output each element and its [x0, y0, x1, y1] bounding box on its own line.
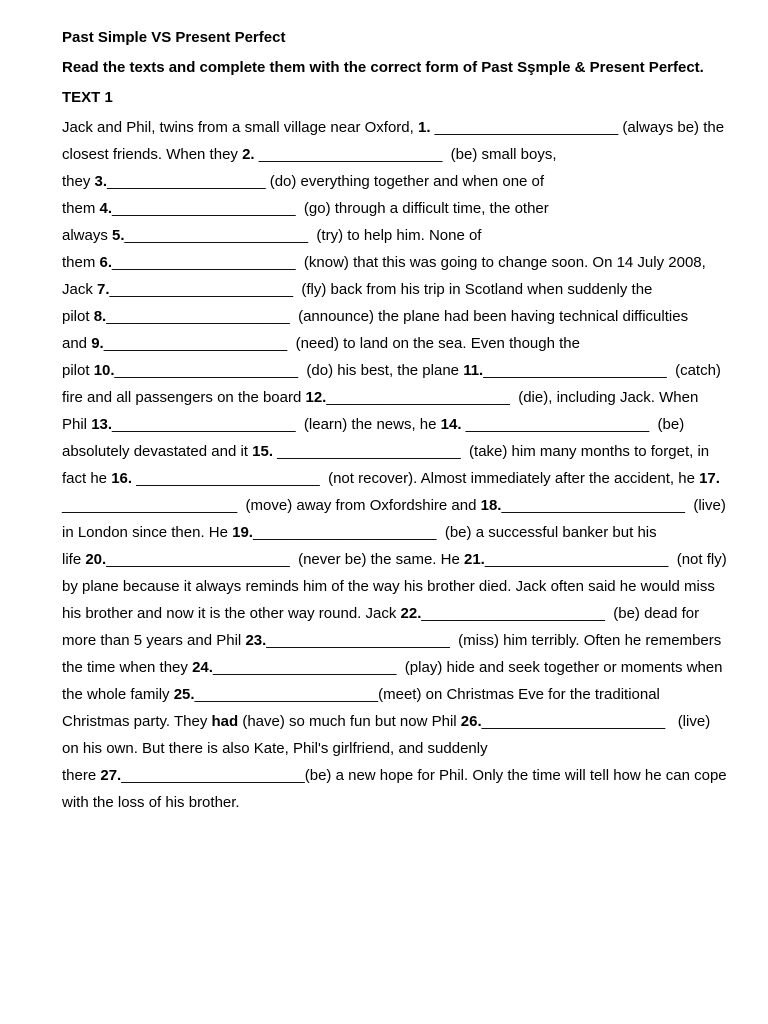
text-segment: ______________________ (fly) back from his trip in Scotland when suddenly the	[109, 281, 653, 298]
text-segment: absolutely devastated and it	[62, 443, 253, 460]
text-segment: on his own. But there is also Kate, Phil's girlfriend, and suddenly	[62, 740, 488, 757]
text-segment: and	[62, 335, 92, 352]
text-segment: _____________________ (move) away from Oxfordshire and	[62, 497, 481, 514]
text-line	[62, 762, 734, 789]
blank-number: 15.	[252, 443, 273, 460]
text-segment: pilot	[62, 308, 94, 325]
text-segment: them	[62, 254, 100, 271]
text-segment: ______________________ (live)	[481, 713, 711, 730]
blank-number: 8.	[93, 308, 107, 325]
text-line	[62, 708, 734, 735]
text-line	[62, 168, 734, 195]
text-line	[62, 465, 734, 492]
text-segment: ______________________ (always be) the	[430, 119, 725, 136]
text-line	[62, 627, 734, 654]
text-segment: ______________________ (play) hide and seek together or moments when	[212, 659, 723, 676]
text-segment: fact he	[62, 470, 112, 487]
blank-number: 5.	[112, 227, 125, 244]
text-line	[62, 654, 734, 681]
blank-number: 22.	[400, 605, 422, 622]
text-line	[62, 276, 734, 303]
blank-number: 4.	[99, 200, 113, 217]
text-segment: more than 5 years and Phil	[62, 632, 246, 649]
blank-number: 19.	[232, 524, 253, 541]
blank-number: 13.	[91, 416, 113, 433]
text-segment: ______________________ (not recover). Almost immediately after the accident, he	[132, 470, 700, 487]
text-segment: them	[62, 200, 100, 217]
text-segment: fire and all passengers on the board	[62, 389, 306, 406]
blank-number: 3.	[94, 173, 108, 190]
blank-number: 17.	[699, 470, 720, 487]
text-segment: Jack and Phil, twins from a small village near Oxford,	[62, 119, 418, 136]
blank-number: 27.	[100, 767, 122, 784]
text-segment: ______________________ (catch)	[483, 362, 721, 379]
blank-number: 24.	[192, 659, 213, 676]
blank-number: 25.	[173, 686, 195, 703]
text-line	[62, 438, 734, 465]
text-line	[62, 519, 734, 546]
text-line	[62, 114, 734, 141]
text-segment: by plane because it always reminds him of the way his brother died. Jack often said he would miss	[62, 578, 715, 595]
text-segment: had	[211, 713, 239, 730]
text-segment: ______________________ (be) a successful banker but his	[252, 524, 657, 541]
blank-number: 20.	[85, 551, 107, 568]
text-segment: life	[62, 551, 86, 568]
text-segment: the whole family	[62, 686, 174, 703]
text-segment: ______________________ (do) his best, the plane	[114, 362, 464, 379]
text-segment: ______________________ (die), including Jack. When	[326, 389, 699, 406]
text-segment: Phil	[62, 416, 92, 433]
worksheet-title: Past Simple VS Present Perfect	[62, 29, 286, 46]
text-segment: ______________________ (take) him many months to forget, in	[273, 443, 710, 460]
text-segment: his brother and now it is the other way round. Jack	[62, 605, 401, 622]
blank-number: 7.	[97, 281, 110, 298]
text-segment: (have) so much fun but now Phil	[238, 713, 461, 730]
blank-number: 16.	[111, 470, 133, 487]
text-segment: ______________________ (know) that this was going to change soon. On 14 July 2008,	[112, 254, 706, 271]
exercise-text	[62, 114, 734, 816]
text-segment: ______________________(meet) on Christmas Eve for the traditional	[194, 686, 660, 703]
blank-number: 18.	[480, 497, 502, 514]
text-segment: Jack	[62, 281, 98, 298]
worksheet-instruction: Read the texts and complete them with the correct form of Past Sşmple & Present Perfect.	[62, 59, 704, 76]
text-segment: ______________________ (be) small boys,	[254, 146, 557, 163]
text-segment: ______________________ (never be) the same. He	[106, 551, 464, 568]
text-segment: there	[62, 767, 101, 784]
text-line	[62, 357, 734, 384]
text-segment: in London since then. He	[62, 524, 233, 541]
blank-number: 10.	[93, 362, 115, 379]
text-line	[62, 384, 734, 411]
text-line	[62, 195, 734, 222]
blank-number: 1.	[417, 119, 431, 136]
text-segment: ______________________ (be) dead for	[421, 605, 700, 622]
text-segment: ______________________ (need) to land on the sea. Even though the	[103, 335, 580, 352]
text-line	[62, 222, 734, 249]
text-line	[62, 573, 734, 600]
blank-number: 26.	[460, 713, 482, 730]
text-line	[62, 249, 734, 276]
text-line	[62, 735, 734, 762]
text-segment: ___________________ (do) everything together and when one of	[107, 173, 545, 190]
section-label: TEXT 1	[62, 89, 113, 106]
text-line	[62, 600, 734, 627]
blank-number: 2.	[242, 146, 255, 163]
text-segment: ______________________ (not fly)	[484, 551, 727, 568]
blank-number: 6.	[99, 254, 113, 271]
text-segment: with the loss of his brother.	[62, 794, 240, 811]
text-segment: closest friends. When they	[62, 146, 243, 163]
text-segment: pilot	[62, 362, 94, 379]
blank-number: 21.	[463, 551, 485, 568]
text-line	[62, 681, 734, 708]
text-line	[62, 303, 734, 330]
blank-number: 14.	[440, 416, 462, 433]
text-segment: ______________________ (announce) the plane had been having technical difficulties	[106, 308, 689, 325]
text-segment: ______________________ (learn) the news, he	[112, 416, 441, 433]
text-line	[62, 492, 734, 519]
text-line	[62, 330, 734, 357]
text-segment: ______________________ (miss) him terribly. Often he remembers	[266, 632, 722, 649]
text-segment: Christmas party. They	[62, 713, 212, 730]
text-segment: the time when they	[62, 659, 193, 676]
text-segment: ______________________ (be)	[461, 416, 685, 433]
text-line	[62, 141, 734, 168]
text-segment: ______________________(be) a new hope for Phil. Only the time will tell how he can cope	[121, 767, 727, 784]
text-segment: they	[62, 173, 95, 190]
blank-number: 11.	[463, 362, 484, 379]
text-segment: always	[62, 227, 113, 244]
blank-number: 9.	[91, 335, 104, 352]
text-line	[62, 411, 734, 438]
text-segment: ______________________ (try) to help him. None of	[124, 227, 482, 244]
text-line	[62, 789, 734, 816]
text-segment: ______________________ (live)	[501, 497, 726, 514]
text-line	[62, 546, 734, 573]
blank-number: 12.	[305, 389, 327, 406]
text-segment: ______________________ (go) through a difficult time, the other	[112, 200, 549, 217]
blank-number: 23.	[245, 632, 267, 649]
